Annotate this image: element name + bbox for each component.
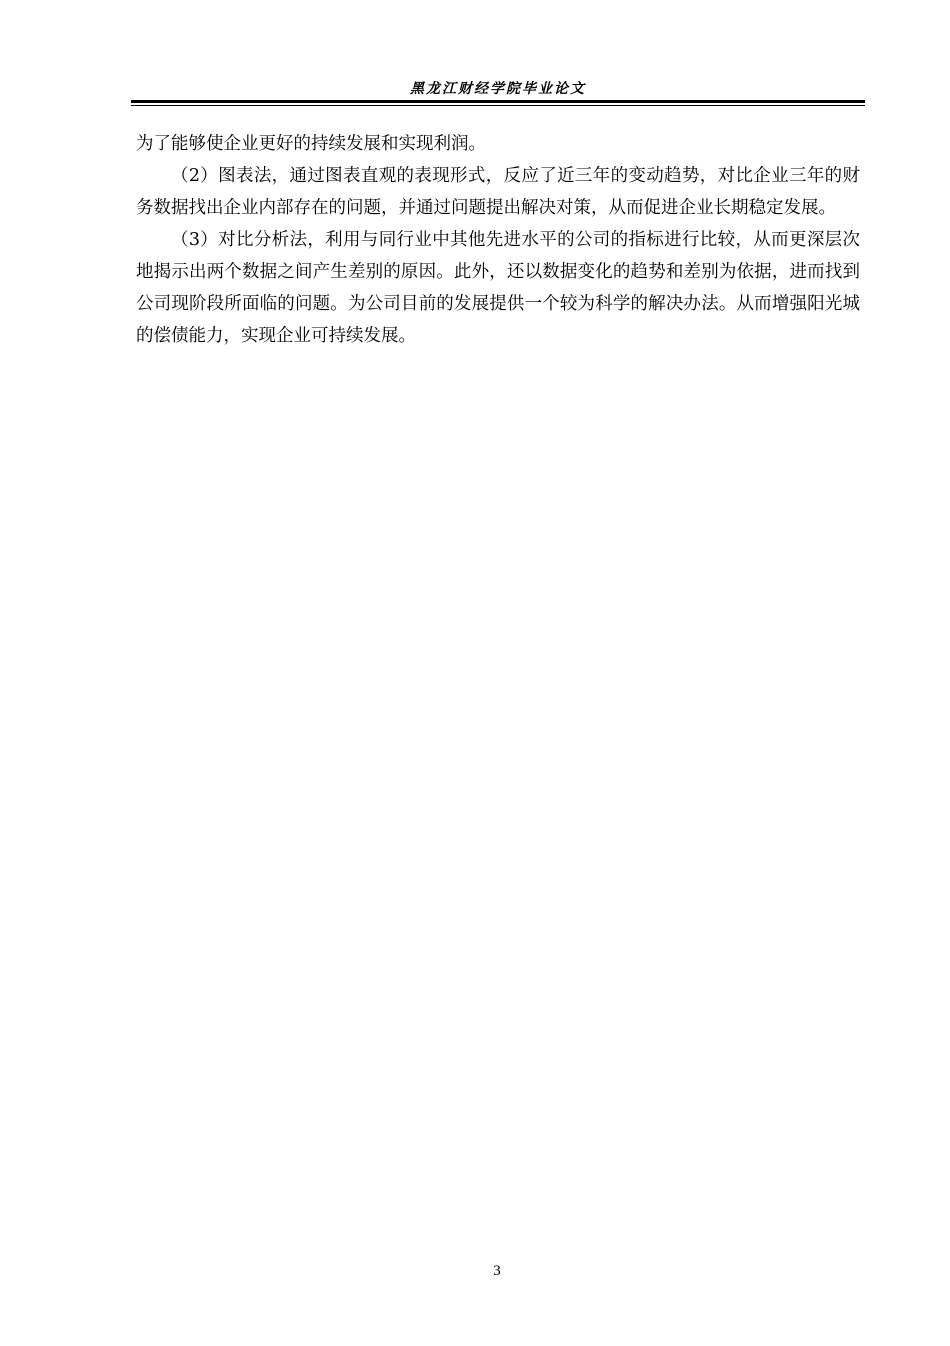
page-number: 3: [493, 1263, 501, 1279]
header-rule-thick: [131, 100, 865, 103]
paragraph-chart-method: （2）图表法，通过图表直观的表现形式，反应了近三年的变动趋势，对比企业三年的财务数据找出企业内部存在的问题，并通过问题提出解决对策，从而促进企业长期稳定发展。: [136, 166, 860, 218]
body-text: [136, 128, 860, 352]
header-title: 黑龙江财经学院毕业论文: [410, 81, 586, 97]
paragraph-comparative-method: （3）对比分析法，利用与同行业中其他先进水平的公司的指标进行比较，从而更深层次地揭示出两个数据之间产生差别的原因。此外，还以数据变化的趋势和差别为依据，进而找到公司现阶段所面临的问题。为公司目前的发展提供一个较为科学的解决办法。从而增强阳光城的偿债能力，实现企业可持续发展。: [136, 230, 860, 346]
page-header: [131, 78, 865, 108]
header-rule-thin: [131, 105, 865, 106]
paragraph-continuation: 为了能够使企业更好的持续发展和实现利润。: [136, 134, 486, 154]
